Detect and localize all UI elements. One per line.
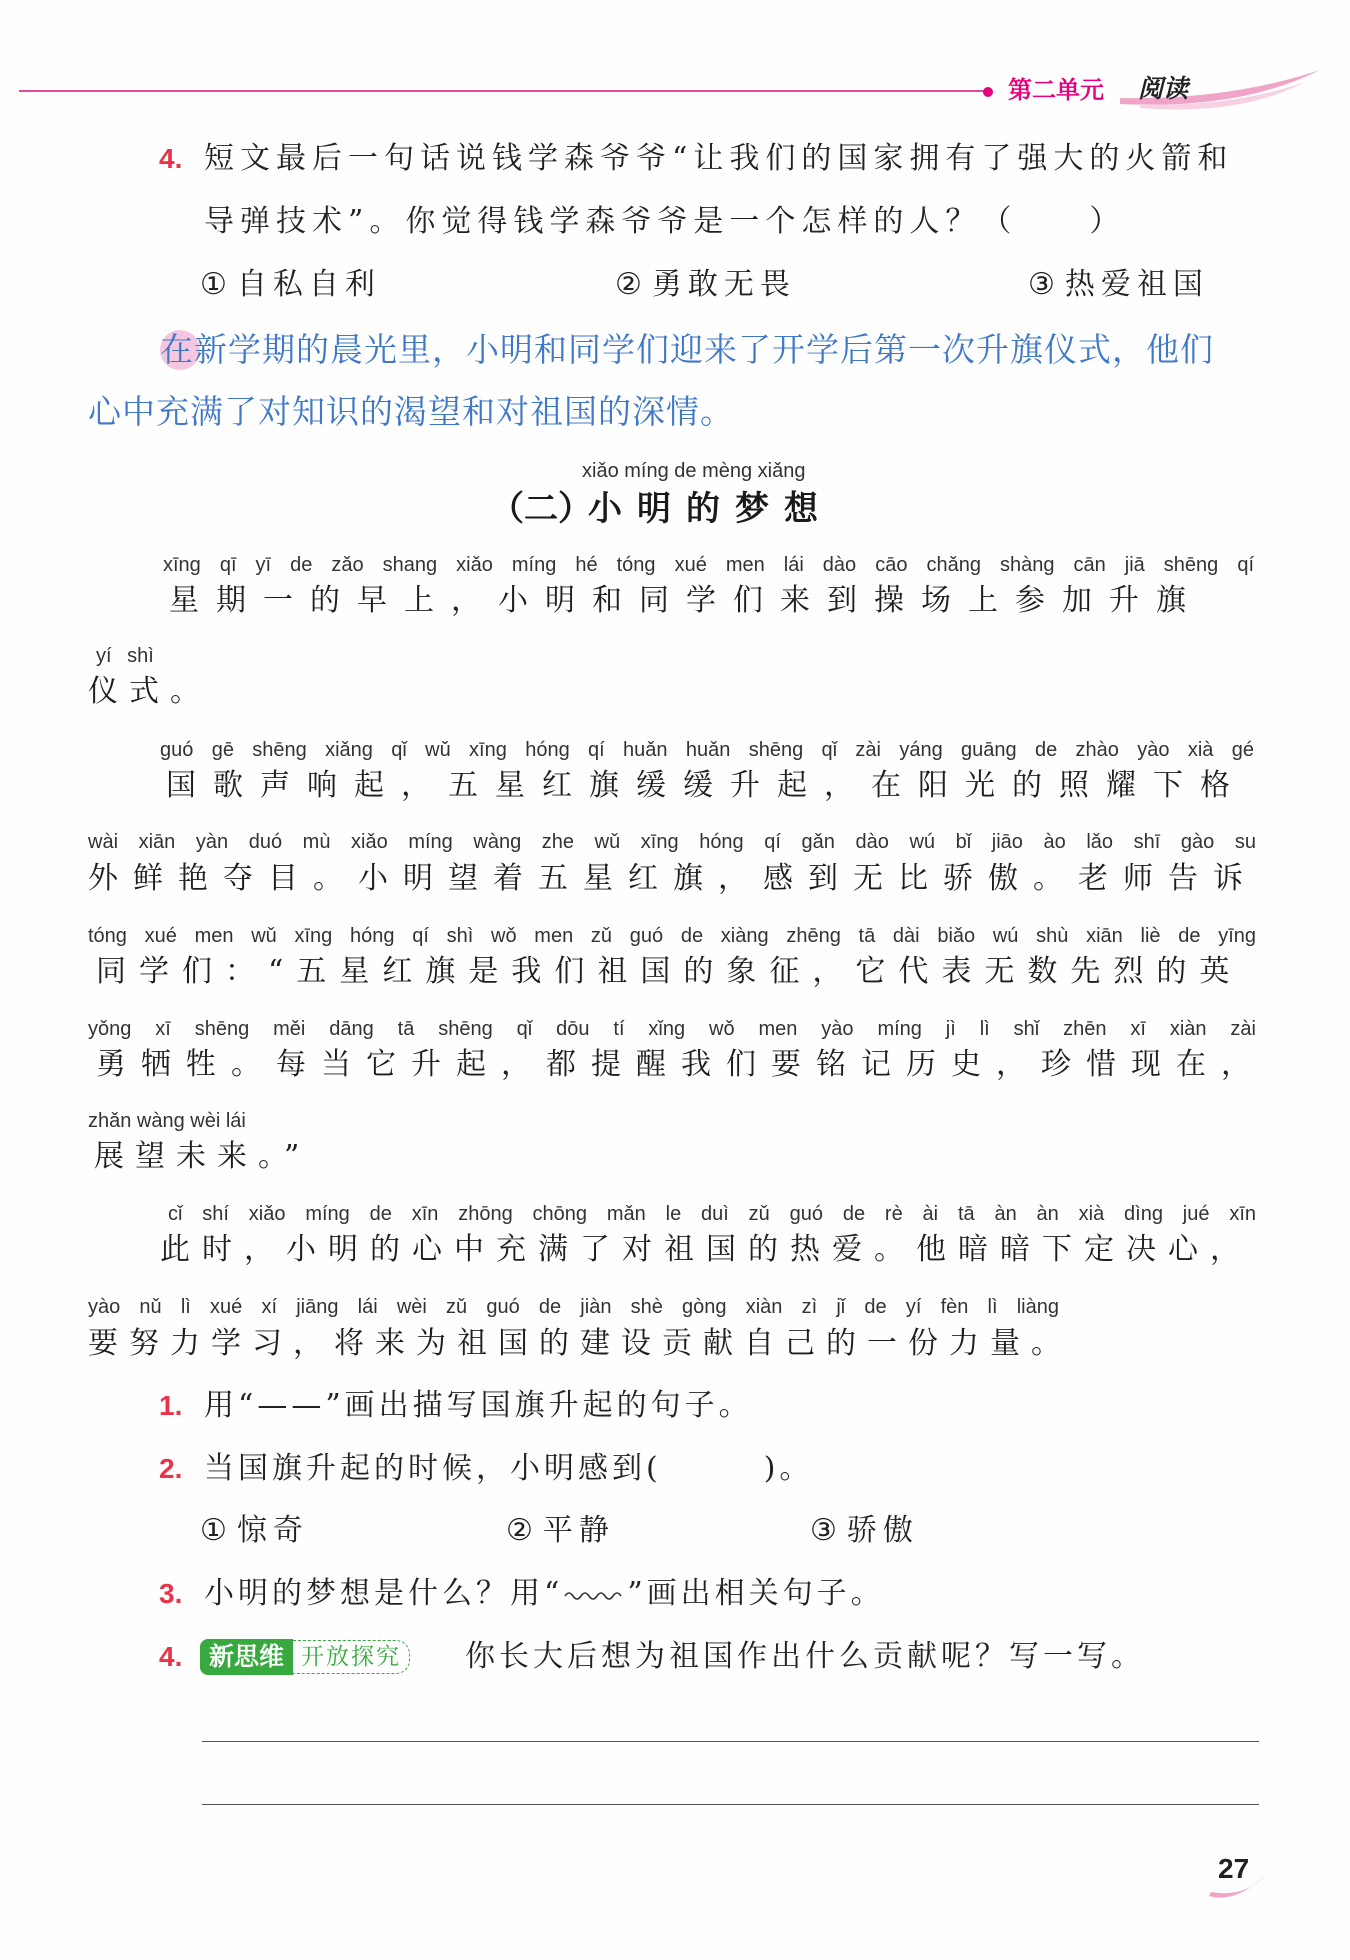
option-marker: ①: [200, 1513, 227, 1548]
passage-title: 小明的梦想: [588, 489, 833, 529]
passage-line-pinyin: yǒng xī shēng měi dāng tā shēng qǐ dōu tí xǐng wǒ men yào míng jì lì shǐ zhēn xī xiàn zài: [88, 1018, 1256, 1040]
passage-line-text: 勇牺牲。每当它升起，都提醒我们要铭记历史，珍惜现在，: [96, 1047, 1266, 1082]
passage-line-text: 外鲜艳夺目。小明望着五星红旗，感到无比骄傲。老师告诉: [88, 861, 1258, 896]
question-text: 当国旗升起的时候，小明感到( )。: [204, 1451, 814, 1486]
option-label: 热爱祖国: [1064, 267, 1209, 302]
title-pinyin: xiǎo míng de mèng xiǎng: [582, 460, 806, 482]
option-label: 勇敢无畏: [651, 267, 796, 302]
intro-line: 在新学期的晨光里，小明和同学们迎来了开学后第一次升旗仪式，他们: [160, 330, 1214, 369]
question-text: [204, 1574, 885, 1614]
passage-line-pinyin: yào nǔ lì xué xí jiāng lái wèi zǔ guó de jiàn shè gòng xiàn zì jǐ de yí fèn lì liàng: [88, 1296, 1059, 1318]
option-3: [810, 1511, 919, 1551]
page-number: 27: [1218, 1853, 1250, 1884]
option-3: [1028, 265, 1209, 305]
option-1: [200, 265, 381, 305]
section-label: 阅读: [1138, 74, 1189, 103]
passage-line-text: 国歌声响起，五星红旗缓缓升起，在阳光的照耀下格: [166, 768, 1247, 803]
option-1: [200, 1511, 309, 1551]
question-text: 你长大后想为祖国作出什么贡献呢？写一写。: [465, 1639, 1145, 1674]
badge-sub-label: 开放探究: [293, 1640, 410, 1674]
passage-line-pinyin: wài xiān yàn duó mù xiǎo míng wàng zhe wǔ xīng hóng qí gǎn dào wú bǐ jiāo ào lǎo shī gào su: [88, 831, 1256, 853]
question-text-before: 小明的梦想是什么？用“: [204, 1576, 564, 1611]
new-thinking-badge: [200, 1639, 410, 1675]
passage-line-pinyin: xīng qī yī de zǎo shang xiǎo míng hé tóng xué men lái dào cāo chǎng shàng cān jiā shēng qí: [163, 554, 1254, 576]
passage-line-text: 此时，小明的心中充满了对祖国的热爱。他暗暗下定决心，: [160, 1232, 1252, 1267]
question-text: 用“——”画出描写国旗升起的句子。: [204, 1388, 753, 1423]
passage-line-pinyin: tóng xué men wǔ xīng hóng qí shì wǒ men zǔ guó de xiàng zhēng tā dài biǎo wú shù xiān liè de yīng: [88, 925, 1256, 947]
passage-line-pinyin: cǐ shí xiǎo míng de xīn zhōng chōng mǎn le duì zǔ guó de rè ài tā àn àn xià dìng jué xīn: [168, 1203, 1256, 1225]
passage-line-text: 星期一的早上，小明和同学们来到操场上参加升旗: [169, 583, 1203, 618]
passage-line-text: 展望未来。”: [94, 1139, 311, 1174]
passage-line-text: 同学们：“五星红旗是我们祖国的象征，它代表无数先烈的英: [96, 954, 1243, 989]
question-number: 2.: [159, 1453, 183, 1484]
answer-line: [202, 1741, 1259, 1742]
option-label: 平静: [542, 1513, 615, 1548]
passage-line-pinyin: zhǎn wàng wèi lái: [88, 1110, 246, 1132]
option-2: [506, 1511, 615, 1551]
question-text: 短文最后一句话说钱学森爷爷“让我们的国家拥有了强大的火箭和: [204, 141, 1234, 176]
option-label: 骄傲: [846, 1513, 919, 1548]
answer-line: [202, 1804, 1259, 1805]
question-text: 导弹技术”。你觉得钱学森爷爷是一个怎样的人？（ ）: [204, 204, 1126, 239]
option-2: [615, 265, 796, 305]
unit-label: 第二单元: [1008, 76, 1104, 104]
question-number: 4.: [159, 143, 183, 174]
option-marker: ③: [810, 1513, 837, 1548]
passage-line-text: 要努力学习，将来为祖国的建设贡献自己的一份力量。: [88, 1326, 1072, 1361]
badge-main-label: 新思维: [200, 1639, 293, 1675]
option-label: 惊奇: [236, 1513, 309, 1548]
intro-line: 心中充满了对知识的渴望和对祖国的深情。: [88, 392, 734, 431]
passage-line-text: 仪式。: [88, 674, 211, 709]
option-marker: ①: [200, 267, 227, 302]
page-number-swoosh: [1205, 1868, 1275, 1904]
wavy-line-icon: [563, 1584, 627, 1604]
title-prefix: （二）: [490, 489, 592, 529]
option-marker: ③: [1028, 267, 1055, 302]
question-number: 1.: [159, 1390, 183, 1421]
question-number: 3.: [159, 1578, 183, 1609]
question-number: 4.: [159, 1641, 183, 1672]
option-marker: ②: [615, 267, 642, 302]
passage-line-pinyin: guó gē shēng xiǎng qǐ wǔ xīng hóng qí huǎn huǎn shēng qǐ zài yáng guāng de zhào yào xià gé: [160, 739, 1254, 761]
passage-line-pinyin: yí shì: [96, 645, 154, 667]
question-text-after: ”画出相关句子。: [627, 1576, 885, 1611]
option-label: 自私自利: [236, 267, 381, 302]
option-marker: ②: [506, 1513, 533, 1548]
